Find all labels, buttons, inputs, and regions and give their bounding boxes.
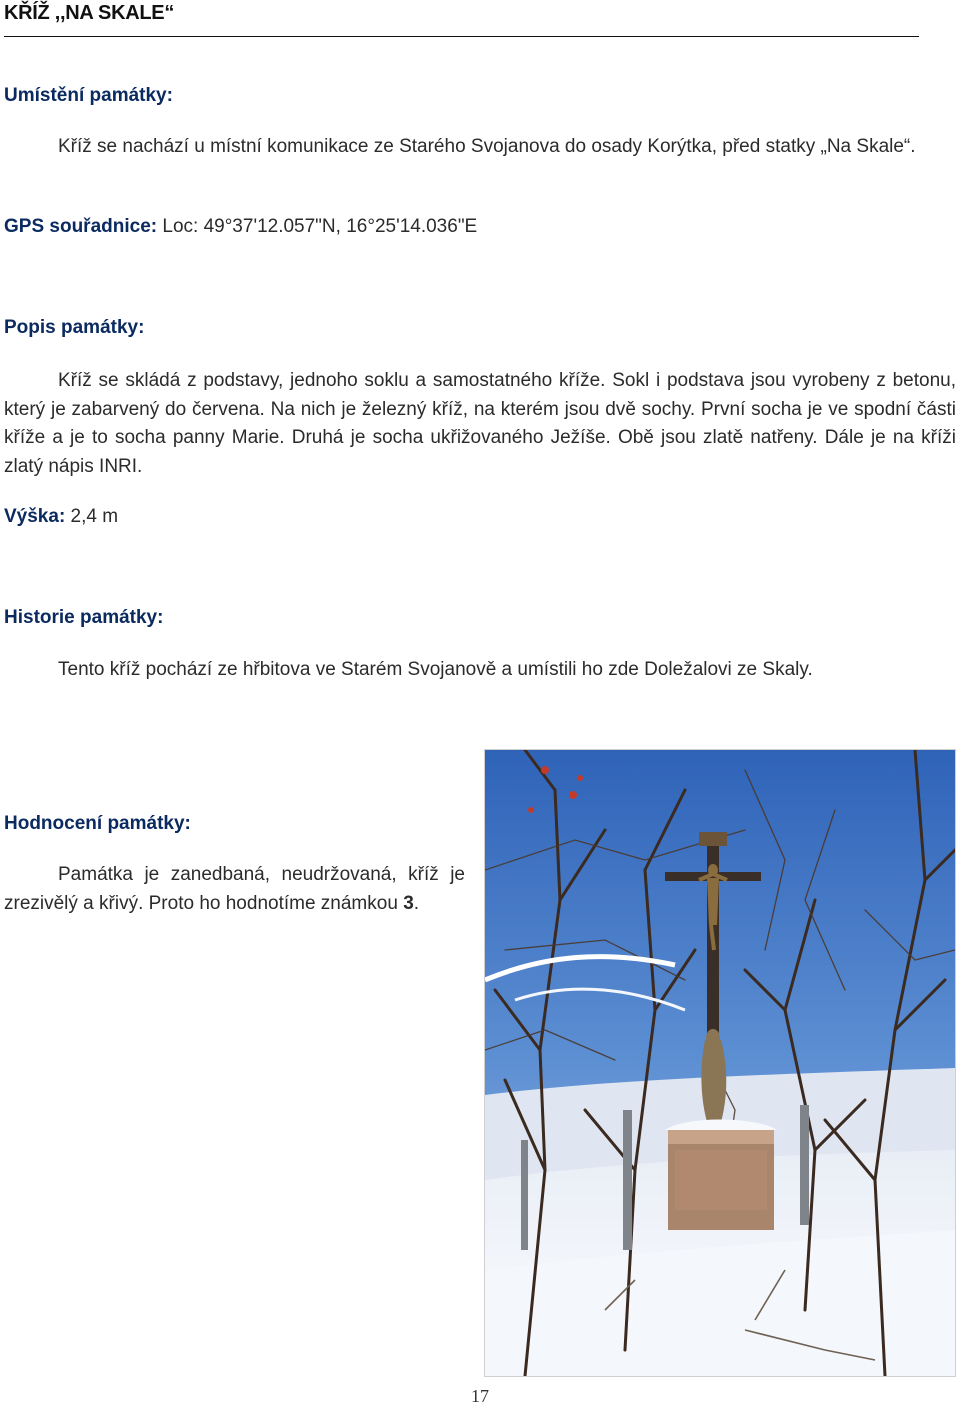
- description-heading: Popis památky:: [4, 317, 145, 338]
- title-divider: [4, 36, 919, 37]
- history-text: Tento kříž pochází ze hřbitova ve Starém Svojanově a umístili ho zde Doležalovi ze Skaly.: [58, 659, 813, 680]
- rating-text: [4, 861, 465, 918]
- height-line: [4, 503, 604, 532]
- gps-line: [4, 213, 956, 242]
- gps-value: Loc: 49°37'12.057"N, 16°25'14.036"E: [157, 216, 478, 237]
- location-heading: Umístění památky:: [4, 85, 173, 106]
- rating-tail: .: [413, 892, 420, 914]
- rating-heading: Hodnocení památky:: [4, 813, 191, 834]
- description-text: Kříž se skládá z podstavy, jednoho soklu a samostatného kříže. Sokl i podstava jsou vyrobeny z betonu, který je zabarvený do červena. Na nich je železný kříž, na kterém jsou dvě sochy. První socha je ve spodní části kříže a je to socha panny Marie. Druhá je socha ukřižovaného Ježíše. Obě jsou zlatě natřeny. Dále je na kříži zlatý nápis INRI.: [4, 370, 956, 477]
- gps-label: GPS souřadnice:: [4, 216, 158, 237]
- rating-body: Památka je zanedbaná, neudržovaná, kříž je zrezivělý a křivý. Proto ho hodnotíme známkou: [4, 864, 465, 914]
- rating-grade: 3: [403, 892, 414, 914]
- page-number: 17: [471, 1386, 489, 1406]
- monument-photo: [485, 750, 955, 1376]
- height-value: 2,4 m: [65, 506, 119, 527]
- height-label: Výška:: [4, 506, 66, 527]
- history-heading: Historie památky:: [4, 607, 164, 628]
- location-text: Kříž se nachází u místní komunikace ze Starého Svojanova do osady Korýtka, před statky „Na Skale“.: [58, 136, 916, 157]
- document-title: KŘÍŽ ,,NA SKALE“: [4, 2, 175, 24]
